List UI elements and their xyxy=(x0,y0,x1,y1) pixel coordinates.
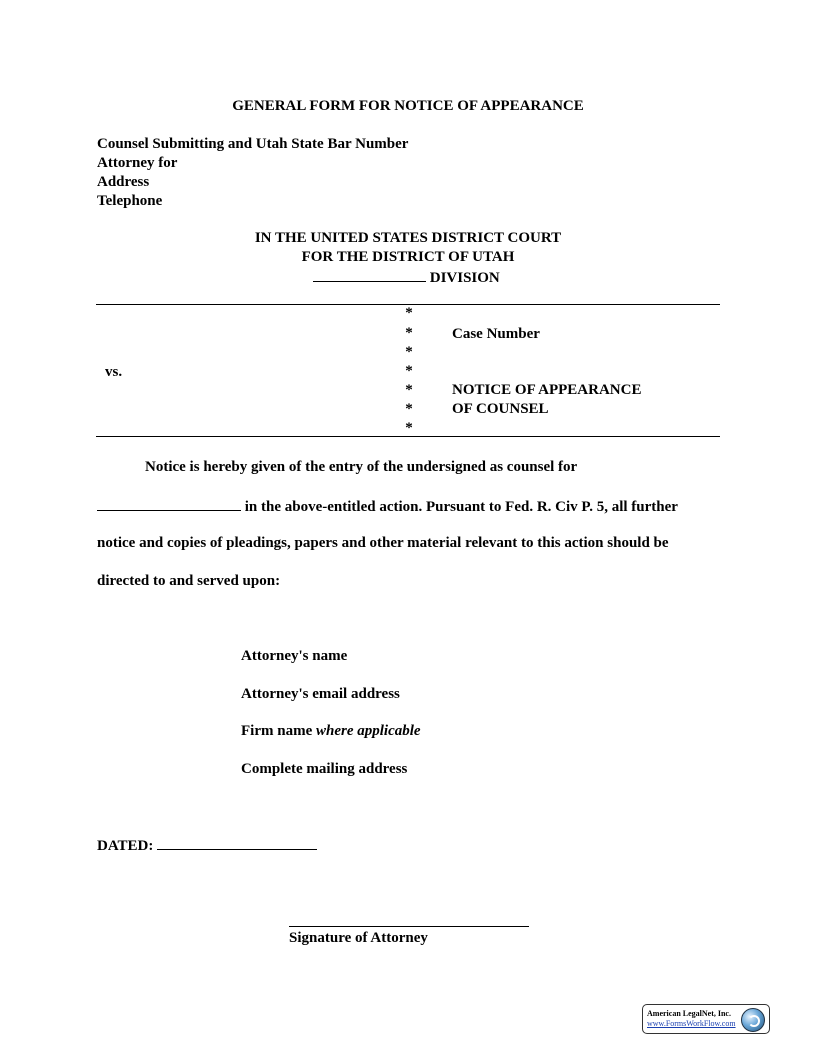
notice-title-line-2: OF COUNSEL xyxy=(452,401,549,417)
caption-star: * xyxy=(405,382,413,398)
form-title: GENERAL FORM FOR NOTICE OF APPEARANCE xyxy=(232,98,584,114)
publisher-url-link[interactable]: www.FormsWorkFlow.com xyxy=(647,1019,736,1028)
counsel-line-bar-number: Counsel Submitting and Utah State Bar Number xyxy=(97,136,409,152)
body-line-2-wrap xyxy=(97,496,678,517)
attorney-name-field: Attorney's name xyxy=(241,648,348,664)
dated-label: DATED: xyxy=(97,838,154,854)
firm-name-label: Firm name xyxy=(241,723,313,739)
division-line xyxy=(313,267,500,288)
court-line-1: IN THE UNITED STATES DISTRICT COURT xyxy=(254,230,562,246)
caption-star: * xyxy=(405,344,413,360)
caption-star: * xyxy=(405,420,413,436)
mailing-address-field: Complete mailing address xyxy=(241,761,408,777)
division-label: DIVISION xyxy=(429,270,500,286)
attorney-email-field: Attorney's email address xyxy=(241,686,400,702)
counsel-line-telephone: Telephone xyxy=(97,193,163,209)
caption-star: * xyxy=(405,401,413,417)
dated-blank[interactable] xyxy=(157,835,317,850)
firm-name-note: where applicable xyxy=(315,723,421,739)
signature-label: Signature of Attorney xyxy=(289,930,428,946)
publisher-logo xyxy=(642,1004,770,1034)
caption-vs: vs. xyxy=(105,364,123,380)
court-line-2: FOR THE DISTRICT OF UTAH xyxy=(301,249,515,265)
body-line-4: directed to and served upon: xyxy=(97,573,281,589)
body-line-3: notice and copies of pleadings, papers and other material relevant to this action should be xyxy=(97,535,669,551)
party-blank[interactable] xyxy=(97,496,241,511)
division-blank[interactable] xyxy=(313,267,426,282)
globe-icon xyxy=(741,1008,765,1032)
firm-name-field xyxy=(241,722,421,741)
notice-title-line-1: NOTICE OF APPEARANCE xyxy=(452,382,642,398)
dated-line xyxy=(97,835,317,856)
caption-star: * xyxy=(405,325,413,341)
caption-star: * xyxy=(405,363,413,379)
body-line-1: Notice is hereby given of the entry of the undersigned as counsel for xyxy=(145,459,578,475)
body-line-2: in the above-entitled action. Pursuant to Fed. R. Civ P. 5, all further xyxy=(244,499,678,515)
counsel-line-attorney-for: Attorney for xyxy=(97,155,178,171)
counsel-line-address: Address xyxy=(97,174,150,190)
case-number-label: Case Number xyxy=(452,326,540,342)
caption-star: * xyxy=(405,305,413,321)
publisher-name: American LegalNet, Inc. xyxy=(647,1009,731,1018)
signature-line[interactable] xyxy=(289,926,529,927)
